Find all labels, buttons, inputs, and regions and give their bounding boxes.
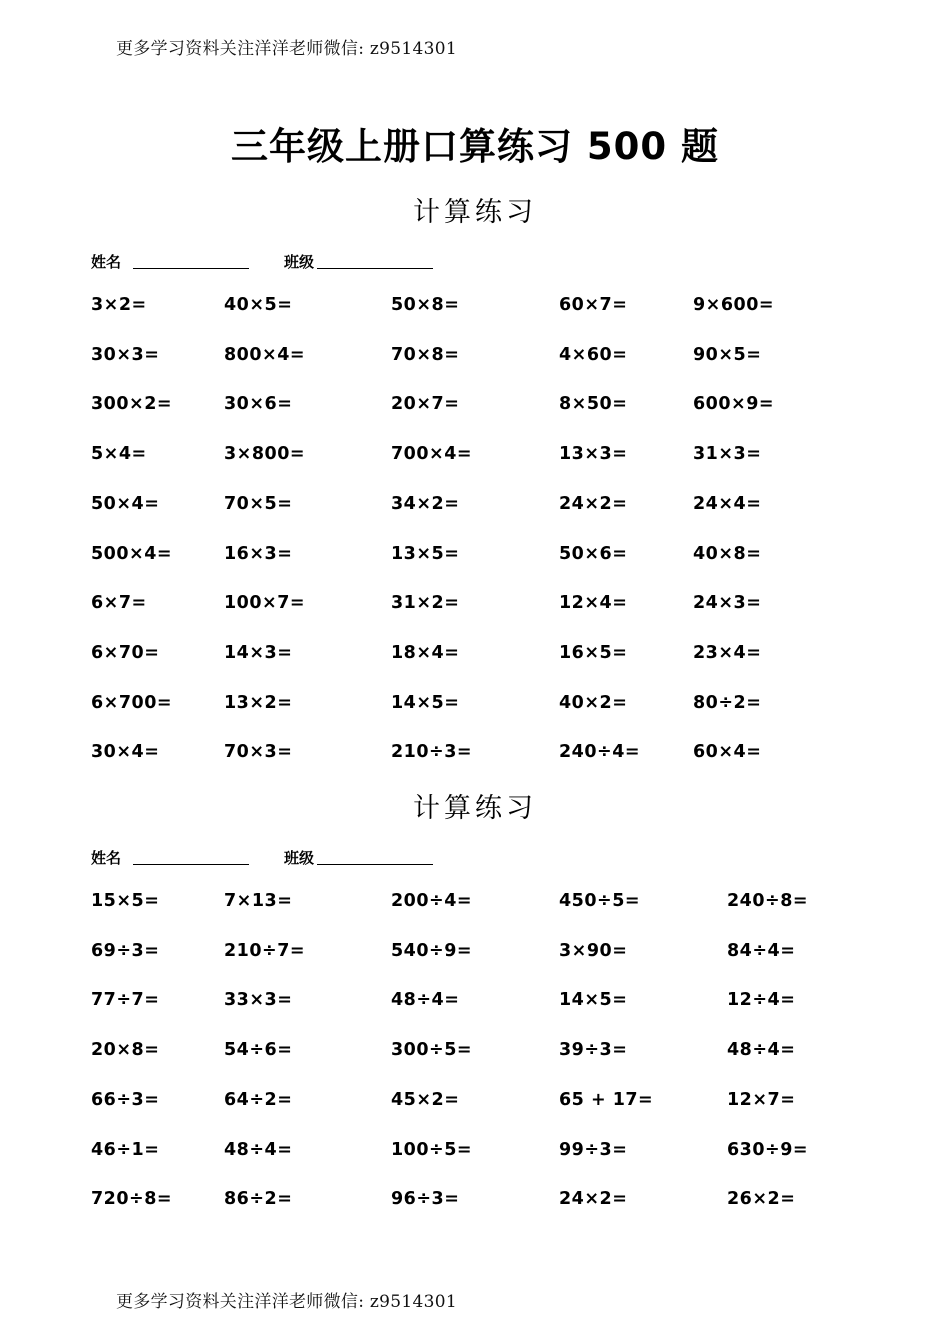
- problem-item: 90×5=: [693, 345, 762, 365]
- problem-item: 70×5=: [224, 494, 293, 514]
- problem-item: 48÷4=: [727, 1040, 796, 1060]
- problem-item: 800×4=: [224, 345, 306, 365]
- problem-item: 13×3=: [559, 444, 628, 464]
- problem-item: 240÷4=: [559, 742, 641, 762]
- problem-item: 500×4=: [91, 544, 173, 564]
- problem-item: 210÷7=: [224, 941, 306, 961]
- problem-item: 24×3=: [693, 593, 762, 613]
- problem-item: 3×90=: [559, 941, 628, 961]
- problem-item: 12×7=: [727, 1090, 796, 1110]
- problem-item: 50×6=: [559, 544, 628, 564]
- problem-item: 39÷3=: [559, 1040, 628, 1060]
- problem-item: 720÷8=: [91, 1189, 173, 1209]
- problem-item: 50×4=: [91, 494, 160, 514]
- problem-item: 7×13=: [224, 891, 293, 911]
- problem-item: 40×5=: [224, 295, 293, 315]
- problem-item: 16×5=: [559, 643, 628, 663]
- problem-item: 40×8=: [693, 544, 762, 564]
- problem-item: 300×2=: [91, 394, 173, 414]
- problem-item: 210÷3=: [391, 742, 473, 762]
- problem-item: 5×4=: [91, 444, 147, 464]
- problem-item: 31×3=: [693, 444, 762, 464]
- problem-item: 99÷3=: [559, 1140, 628, 1160]
- problem-item: 630÷9=: [727, 1140, 809, 1160]
- problem-item: 30×4=: [91, 742, 160, 762]
- section-2-heading: 计算练习: [413, 793, 537, 824]
- problem-item: 14×5=: [559, 990, 628, 1010]
- problem-item: 24×2=: [559, 494, 628, 514]
- problem-item: 80÷2=: [693, 693, 762, 713]
- problem-item: 700×4=: [391, 444, 473, 464]
- problem-item: 9×600=: [693, 295, 775, 315]
- problem-item: 48÷4=: [224, 1140, 293, 1160]
- problem-item: 86÷2=: [224, 1189, 293, 1209]
- problem-item: 3×800=: [224, 444, 306, 464]
- problem-item: 8×50=: [559, 394, 628, 414]
- problem-item: 100÷5=: [391, 1140, 473, 1160]
- problem-item: 15×5=: [91, 891, 160, 911]
- problem-item: 23×4=: [693, 643, 762, 663]
- problem-item: 26×2=: [727, 1189, 796, 1209]
- problem-item: 200÷4=: [391, 891, 473, 911]
- problem-item: 66÷3=: [91, 1090, 160, 1110]
- problem-item: 14×3=: [224, 643, 293, 663]
- problem-item: 100×7=: [224, 593, 306, 613]
- problem-item: 6×70=: [91, 643, 160, 663]
- section-1-heading: 计算练习: [413, 197, 537, 228]
- name-blank-line: [133, 864, 249, 865]
- problem-item: 69÷3=: [91, 941, 160, 961]
- problem-item: 30×3=: [91, 345, 160, 365]
- problem-item: 240÷8=: [727, 891, 809, 911]
- problem-item: 65 + 17=: [559, 1090, 654, 1110]
- name-label: 姓名: [91, 253, 122, 271]
- problem-item: 20×7=: [391, 394, 460, 414]
- problem-item: 54÷6=: [224, 1040, 293, 1060]
- problem-item: 16×3=: [224, 544, 293, 564]
- problem-item: 24×4=: [693, 494, 762, 514]
- watermark-top: 更多学习资料关注洋洋老师微信: z9514301: [116, 39, 457, 59]
- class-blank-line: [317, 864, 433, 865]
- problem-item: 300÷5=: [391, 1040, 473, 1060]
- problem-item: 12÷4=: [727, 990, 796, 1010]
- problem-item: 48÷4=: [391, 990, 460, 1010]
- problem-item: 20×8=: [91, 1040, 160, 1060]
- problem-item: 12×4=: [559, 593, 628, 613]
- problem-item: 6×7=: [91, 593, 147, 613]
- problem-item: 600×9=: [693, 394, 775, 414]
- watermark-bottom: 更多学习资料关注洋洋老师微信: z9514301: [116, 1292, 457, 1312]
- problem-item: 18×4=: [391, 643, 460, 663]
- problem-item: 34×2=: [391, 494, 460, 514]
- page-title: 三年级上册口算练习 500 题: [231, 125, 719, 168]
- problem-item: 45×2=: [391, 1090, 460, 1110]
- name-label: 姓名: [91, 849, 122, 867]
- problem-item: 50×8=: [391, 295, 460, 315]
- problem-item: 33×3=: [224, 990, 293, 1010]
- problem-item: 13×2=: [224, 693, 293, 713]
- problem-item: 4×60=: [559, 345, 628, 365]
- problem-item: 31×2=: [391, 593, 460, 613]
- problem-item: 13×5=: [391, 544, 460, 564]
- problem-item: 70×8=: [391, 345, 460, 365]
- problem-item: 70×3=: [224, 742, 293, 762]
- problem-item: 46÷1=: [91, 1140, 160, 1160]
- problem-item: 6×700=: [91, 693, 173, 713]
- problem-item: 540÷9=: [391, 941, 473, 961]
- problem-item: 40×2=: [559, 693, 628, 713]
- problem-item: 60×4=: [693, 742, 762, 762]
- problem-item: 24×2=: [559, 1189, 628, 1209]
- class-label: 班级: [284, 253, 315, 271]
- problem-item: 3×2=: [91, 295, 147, 315]
- problem-item: 64÷2=: [224, 1090, 293, 1110]
- problem-item: 30×6=: [224, 394, 293, 414]
- problem-item: 96÷3=: [391, 1189, 460, 1209]
- class-blank-line: [317, 268, 433, 269]
- problem-item: 60×7=: [559, 295, 628, 315]
- problem-item: 84÷4=: [727, 941, 796, 961]
- problem-item: 450÷5=: [559, 891, 641, 911]
- name-blank-line: [133, 268, 249, 269]
- problem-item: 77÷7=: [91, 990, 160, 1010]
- problem-item: 14×5=: [391, 693, 460, 713]
- class-label: 班级: [284, 849, 315, 867]
